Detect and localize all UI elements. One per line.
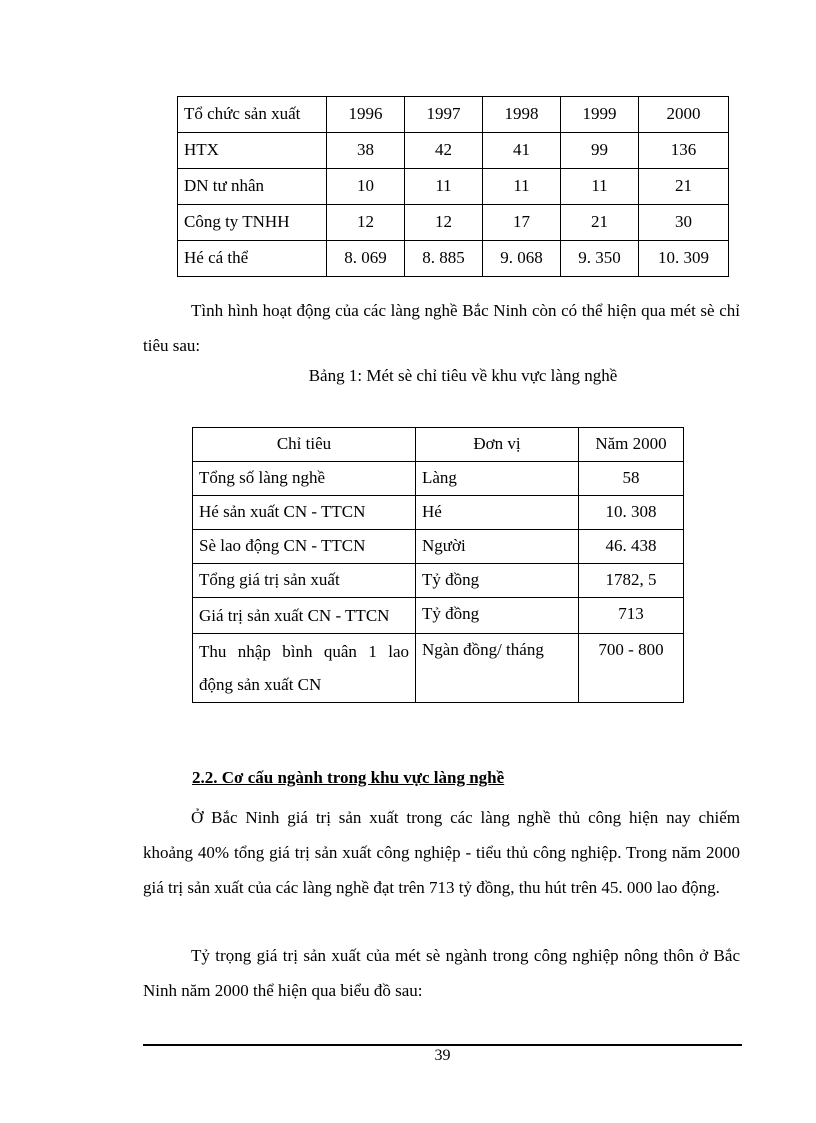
table-cell: 21 xyxy=(639,169,729,205)
village-indicators-table xyxy=(192,427,684,703)
table-cell: Ngàn đồng/ tháng xyxy=(416,634,579,703)
table-cell: 1782, 5 xyxy=(579,564,684,598)
row-label: Giá trị sản xuất CN - TTCN xyxy=(193,598,416,634)
body-paragraph: Tỷ trọng giá trị sản xuất của mét sè ngành trong công nghiệp nông thôn ở Bắc Ninh năm 2000 thể hiện qua biểu đồ sau: xyxy=(143,946,740,1000)
row-label: DN tư nhân xyxy=(178,169,327,205)
table-row xyxy=(193,530,684,564)
intro-paragraph: Tình hình hoạt động của các làng nghề Bắc Ninh còn có thể hiện qua mét sè chỉ tiêu sau: xyxy=(143,301,740,355)
row-label: Thu nhập bình quân 1 lao động sản xuất CN xyxy=(193,634,416,703)
table-row xyxy=(193,634,684,703)
body-paragraph: Ở Bắc Ninh giá trị sản xuất trong các làng nghề thủ công hiện nay chiếm khoảng 40% tổng giá trị sản xuất công nghiệp - tiểu thủ công nghiệp. Trong năm 2000 giá trị sản xuất của các làng nghề đạt trên 713 tỷ đồng, thu hút trên 45. 000 lao động. xyxy=(143,808,740,897)
header-cell: Đơn vị xyxy=(416,428,579,462)
table-row xyxy=(193,564,684,598)
table-cell: Người xyxy=(416,530,579,564)
table-cell: 10. 309 xyxy=(639,241,729,277)
table-row xyxy=(193,496,684,530)
table-cell: 10. 308 xyxy=(579,496,684,530)
page-number: 39 xyxy=(434,1047,451,1064)
row-label: Sè lao động CN - TTCN xyxy=(193,530,416,564)
production-organization-table xyxy=(177,96,729,277)
table-cell: 30 xyxy=(639,205,729,241)
table-cell: 21 xyxy=(561,205,639,241)
header-cell: Tổ chức sản xuất xyxy=(178,97,327,133)
table-row xyxy=(193,598,684,634)
table-cell: 8. 069 xyxy=(327,241,405,277)
table-row xyxy=(178,169,729,205)
table-cell: 8. 885 xyxy=(405,241,483,277)
table-header-row xyxy=(178,97,729,133)
header-cell: Chỉ tiêu xyxy=(193,428,416,462)
table-cell: 12 xyxy=(405,205,483,241)
table-row xyxy=(193,462,684,496)
section-heading: 2.2. Cơ cấu ngành trong khu vực làng nghề xyxy=(192,768,505,787)
table-cell: 38 xyxy=(327,133,405,169)
table-cell: Tỷ đồng xyxy=(416,564,579,598)
table-cell: 700 - 800 xyxy=(579,634,684,703)
table-row xyxy=(178,205,729,241)
header-cell: 2000 xyxy=(639,97,729,133)
footer-rule xyxy=(143,1044,742,1046)
header-cell: 1998 xyxy=(483,97,561,133)
table-cell: 99 xyxy=(561,133,639,169)
row-label: Tổng giá trị sản xuất xyxy=(193,564,416,598)
table-row xyxy=(178,133,729,169)
row-label: HTX xyxy=(178,133,327,169)
table-caption: Bảng 1: Mét sè chỉ tiêu về khu vực làng nghề xyxy=(308,366,618,385)
header-cell: 1999 xyxy=(561,97,639,133)
header-cell: 1997 xyxy=(405,97,483,133)
table-header-row xyxy=(193,428,684,462)
table-row xyxy=(178,241,729,277)
table-cell: 9. 068 xyxy=(483,241,561,277)
table-cell: 42 xyxy=(405,133,483,169)
row-label: Hé cá thể xyxy=(178,241,327,277)
table-cell: 713 xyxy=(579,598,684,634)
table-cell: 12 xyxy=(327,205,405,241)
table-cell: 11 xyxy=(483,169,561,205)
table-cell: 11 xyxy=(405,169,483,205)
table-cell: Hé xyxy=(416,496,579,530)
table-cell: 9. 350 xyxy=(561,241,639,277)
table-cell: Làng xyxy=(416,462,579,496)
table-cell: 58 xyxy=(579,462,684,496)
table-cell: 10 xyxy=(327,169,405,205)
table-cell: 41 xyxy=(483,133,561,169)
table-cell: 11 xyxy=(561,169,639,205)
table-cell: 46. 438 xyxy=(579,530,684,564)
header-cell: Năm 2000 xyxy=(579,428,684,462)
table-cell: 136 xyxy=(639,133,729,169)
table-cell: 17 xyxy=(483,205,561,241)
row-label: Công ty TNHH xyxy=(178,205,327,241)
row-label: Tổng số làng nghề xyxy=(193,462,416,496)
header-cell: 1996 xyxy=(327,97,405,133)
row-label: Hé sản xuất CN - TTCN xyxy=(193,496,416,530)
table-cell: Tỷ đồng xyxy=(416,598,579,634)
